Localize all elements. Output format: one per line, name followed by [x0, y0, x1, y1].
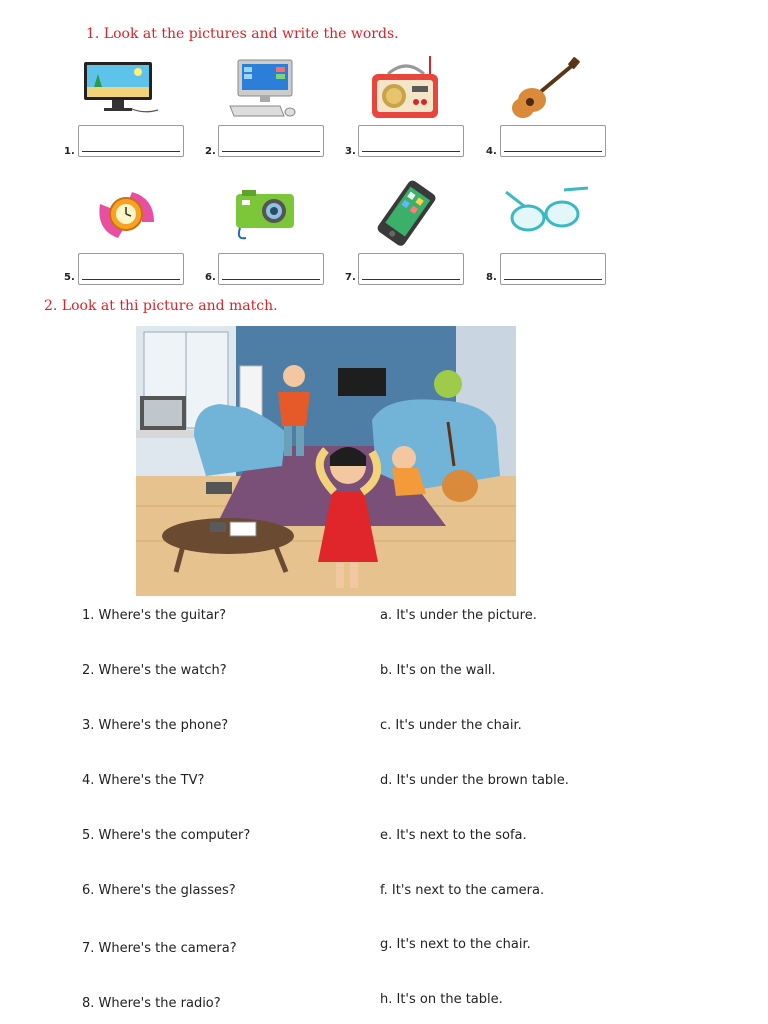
radio-icon	[368, 54, 444, 124]
tv-icon	[82, 60, 162, 118]
phone-icon	[370, 180, 442, 248]
answer-d: d. It's under the brown table.	[380, 773, 569, 788]
question-8: 8. Where's the radio?	[82, 996, 221, 1011]
question-5: 5. Where's the computer?	[82, 828, 251, 843]
answer-e: e. It's next to the sofa.	[380, 828, 527, 843]
item-number: 7.	[345, 272, 356, 283]
answer-g: g. It's next to the chair.	[380, 937, 531, 952]
question-6: 6. Where's the glasses?	[82, 883, 236, 898]
guitar-icon	[510, 56, 582, 122]
answer-box-5[interactable]	[78, 253, 184, 285]
answer-c: c. It's under the chair.	[380, 718, 522, 733]
item-number: 3.	[345, 146, 356, 157]
answer-box-3[interactable]	[358, 125, 464, 157]
room-illustration	[136, 326, 516, 596]
item-number: 6.	[205, 272, 216, 283]
answer-box-6[interactable]	[218, 253, 324, 285]
question-4: 4. Where's the TV?	[82, 773, 205, 788]
item-number: 8.	[486, 272, 497, 283]
item-number: 2.	[205, 146, 216, 157]
camera-icon	[232, 186, 298, 244]
answer-f: f. It's next to the camera.	[380, 883, 545, 898]
item-number: 4.	[486, 146, 497, 157]
watch-icon	[92, 184, 160, 246]
item-number: 1.	[64, 146, 75, 157]
answer-box-4[interactable]	[500, 125, 606, 157]
answer-box-8[interactable]	[500, 253, 606, 285]
question-1: 1. Where's the guitar?	[82, 608, 227, 623]
answer-a: a. It's under the picture.	[380, 608, 537, 623]
glasses-icon	[504, 184, 590, 244]
answer-h: h. It's on the table.	[380, 992, 503, 1007]
question-7: 7. Where's the camera?	[82, 941, 237, 956]
answer-box-2[interactable]	[218, 125, 324, 157]
question-2: 2. Where's the watch?	[82, 663, 227, 678]
section-1-title: 1. Look at the pictures and write the words.	[86, 26, 399, 42]
answer-b: b. It's on the wall.	[380, 663, 496, 678]
answer-box-1[interactable]	[78, 125, 184, 157]
computer-icon	[228, 58, 300, 120]
question-3: 3. Where's the phone?	[82, 718, 229, 733]
answer-box-7[interactable]	[358, 253, 464, 285]
item-number: 5.	[64, 272, 75, 283]
section-2-title: 2. Look at thi picture and match.	[44, 298, 278, 314]
